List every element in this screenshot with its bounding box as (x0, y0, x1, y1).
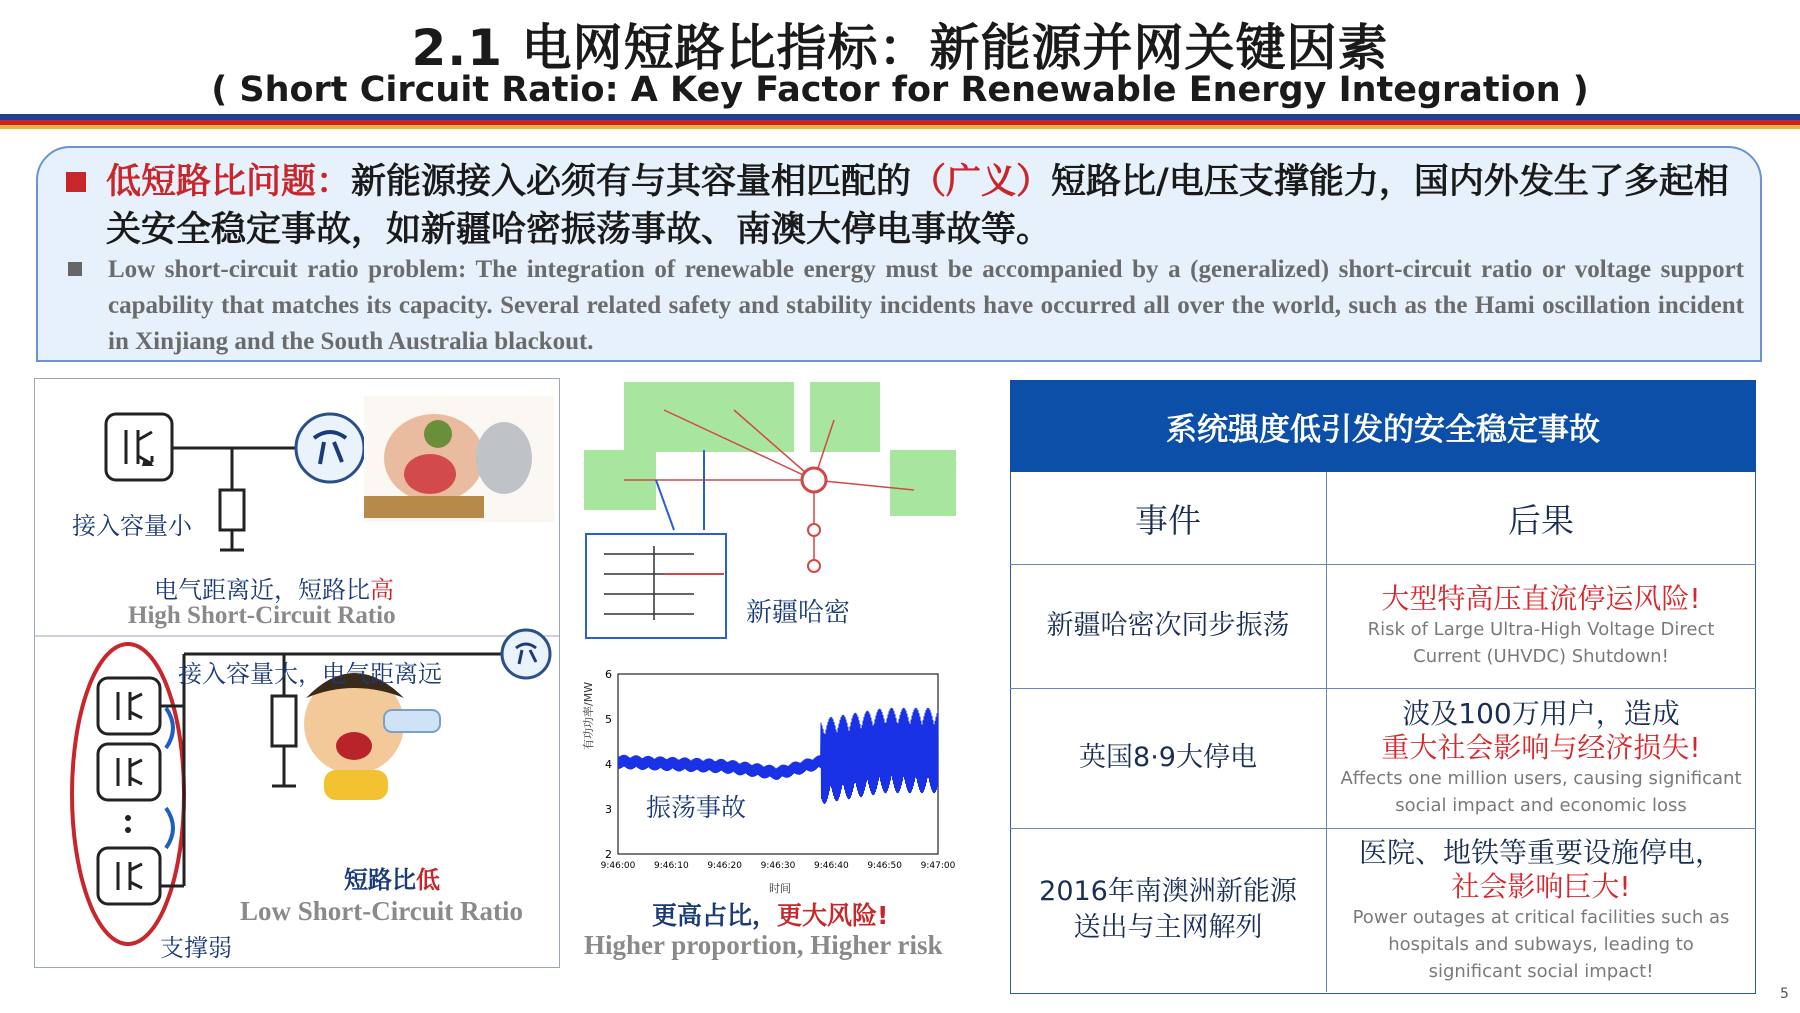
bullet-square-grey-icon (68, 262, 82, 276)
table-row-event: 英国8·9大停电 (1079, 742, 1257, 773)
consequence-dark: 医院、地铁等重要设施停电， (1358, 835, 1723, 869)
consequence-en: Risk of Large Ultra-High Voltage Direct Current (UHVDC) Shutdown! (1367, 619, 1715, 667)
x-axis-label: 时间 (769, 882, 791, 895)
oscillation-label: 振荡事故 (646, 793, 747, 822)
summary-label: 低短路比问题： (106, 162, 352, 202)
low-scr-label: Low Short-Circuit Ratio (240, 896, 523, 926)
oscillation-chart (584, 670, 984, 900)
y-axis-label: 有功功率/MW (582, 681, 595, 750)
header-rule-gold (0, 125, 1800, 129)
small-capacity-label: 接入容量小 (72, 512, 192, 540)
inverter-icon (98, 744, 160, 800)
x-tick-label: 9:46:10 (653, 861, 689, 871)
x-tick-label: 9:46:30 (760, 861, 796, 871)
grid-source-icon (296, 414, 364, 482)
grid-source-icon (502, 630, 550, 678)
table-row-consequence (1326, 564, 1756, 688)
inverter-icon (106, 414, 172, 480)
x-tick-label: 9:47:00 (920, 861, 956, 871)
scr-low-text: 低 (416, 866, 440, 894)
summary-generalized: （广义） (911, 162, 1052, 202)
low-scr-zh-label (344, 860, 440, 895)
inverter-icon (98, 848, 160, 904)
consequence-red: 大型特高压直流停运风险! (1381, 582, 1701, 615)
large-capacity-label: 接入容量大，电气距离远 (178, 660, 442, 688)
page-number: 5 (1780, 986, 1789, 1002)
scr-high-text: 高 (370, 576, 394, 604)
y-tick-label: 4 (605, 758, 612, 771)
x-tick-label: 9:46:20 (707, 861, 743, 871)
table-row-consequence (1326, 688, 1756, 828)
table-row-event: 新疆哈密次同步振荡 (1046, 610, 1290, 641)
summary-text-b: 短路比/电压支撑能力，国内外发生了多起相关安全稳定事故，如新疆哈密振荡事故、南澳大停电事故等。 (106, 162, 1729, 250)
y-tick-label: 2 (605, 848, 612, 861)
page-subtitle: ( Short Circuit Ratio: A Key Factor for Renewable Energy Integration ) (211, 70, 1589, 110)
risk-text-b: 更大风险! (777, 901, 889, 930)
cartoon-muscular-man-icon (364, 396, 554, 522)
cartoon-crying-boy-icon (304, 673, 440, 800)
near-distance-label (154, 570, 394, 605)
x-tick-label: 9:46:40 (813, 861, 849, 871)
x-tick-label: 9:46:50 (867, 861, 903, 871)
consequence-en: Affects one million users, causing significant social impact and economic loss (1340, 768, 1742, 816)
consequence-dark: 波及100万用户，造成 (1402, 697, 1680, 730)
near-distance-text: 电气距离近，短路比 (154, 576, 370, 604)
risk-text-a: 更高占比， (652, 901, 778, 930)
table-row-consequence (1326, 828, 1756, 992)
y-tick-label: 3 (605, 803, 612, 816)
weak-support-label: 支撑弱 (160, 934, 232, 962)
column-header-consequence: 后果 (1508, 500, 1574, 540)
risk-en-label: Higher proportion, Higher risk (584, 930, 943, 960)
consequence-red: 社会影响巨大! (1451, 869, 1631, 903)
page-title: 2.1 电网短路比指标：新能源并网关键因素 (411, 19, 1389, 77)
high-scr-label: High Short-Circuit Ratio (128, 602, 396, 629)
bullet-square-icon (66, 172, 86, 192)
consequence-en: Power outages at critical facilities such as hospitals and subways, leading to significant social impact! (1352, 906, 1730, 982)
column-header-event: 事件 (1135, 500, 1201, 540)
consequence-red: 重大社会影响与经济损失! (1381, 731, 1701, 764)
low-scr-text: 短路比 (344, 866, 416, 894)
y-tick-label: 6 (605, 668, 612, 681)
x-tick-label: 9:46:00 (600, 861, 636, 871)
table-title: 系统强度低引发的安全稳定事故 (1010, 380, 1756, 472)
y-tick-label: 5 (605, 713, 612, 726)
hami-label: 新疆哈密 (746, 598, 851, 628)
summary-text-a: 新能源接入必须有与其容量相匹配的 (351, 162, 912, 202)
summary-english: Low short-circuit ratio problem: The integration of renewable energy must be accompanied by a (generalized) short-circuit ratio or voltage support capability that matches its capacity. Several related safety and stability incidents have occurred all over the world, such as the Hami oscillation incident in Xinjiang and the South Australia blackout. (108, 256, 1744, 355)
table-row-event: 2016年南澳洲新能源送出与主网解列 (1039, 876, 1297, 943)
summary-chinese (106, 158, 1746, 254)
risk-label (652, 896, 888, 932)
inverter-icon (98, 678, 160, 734)
